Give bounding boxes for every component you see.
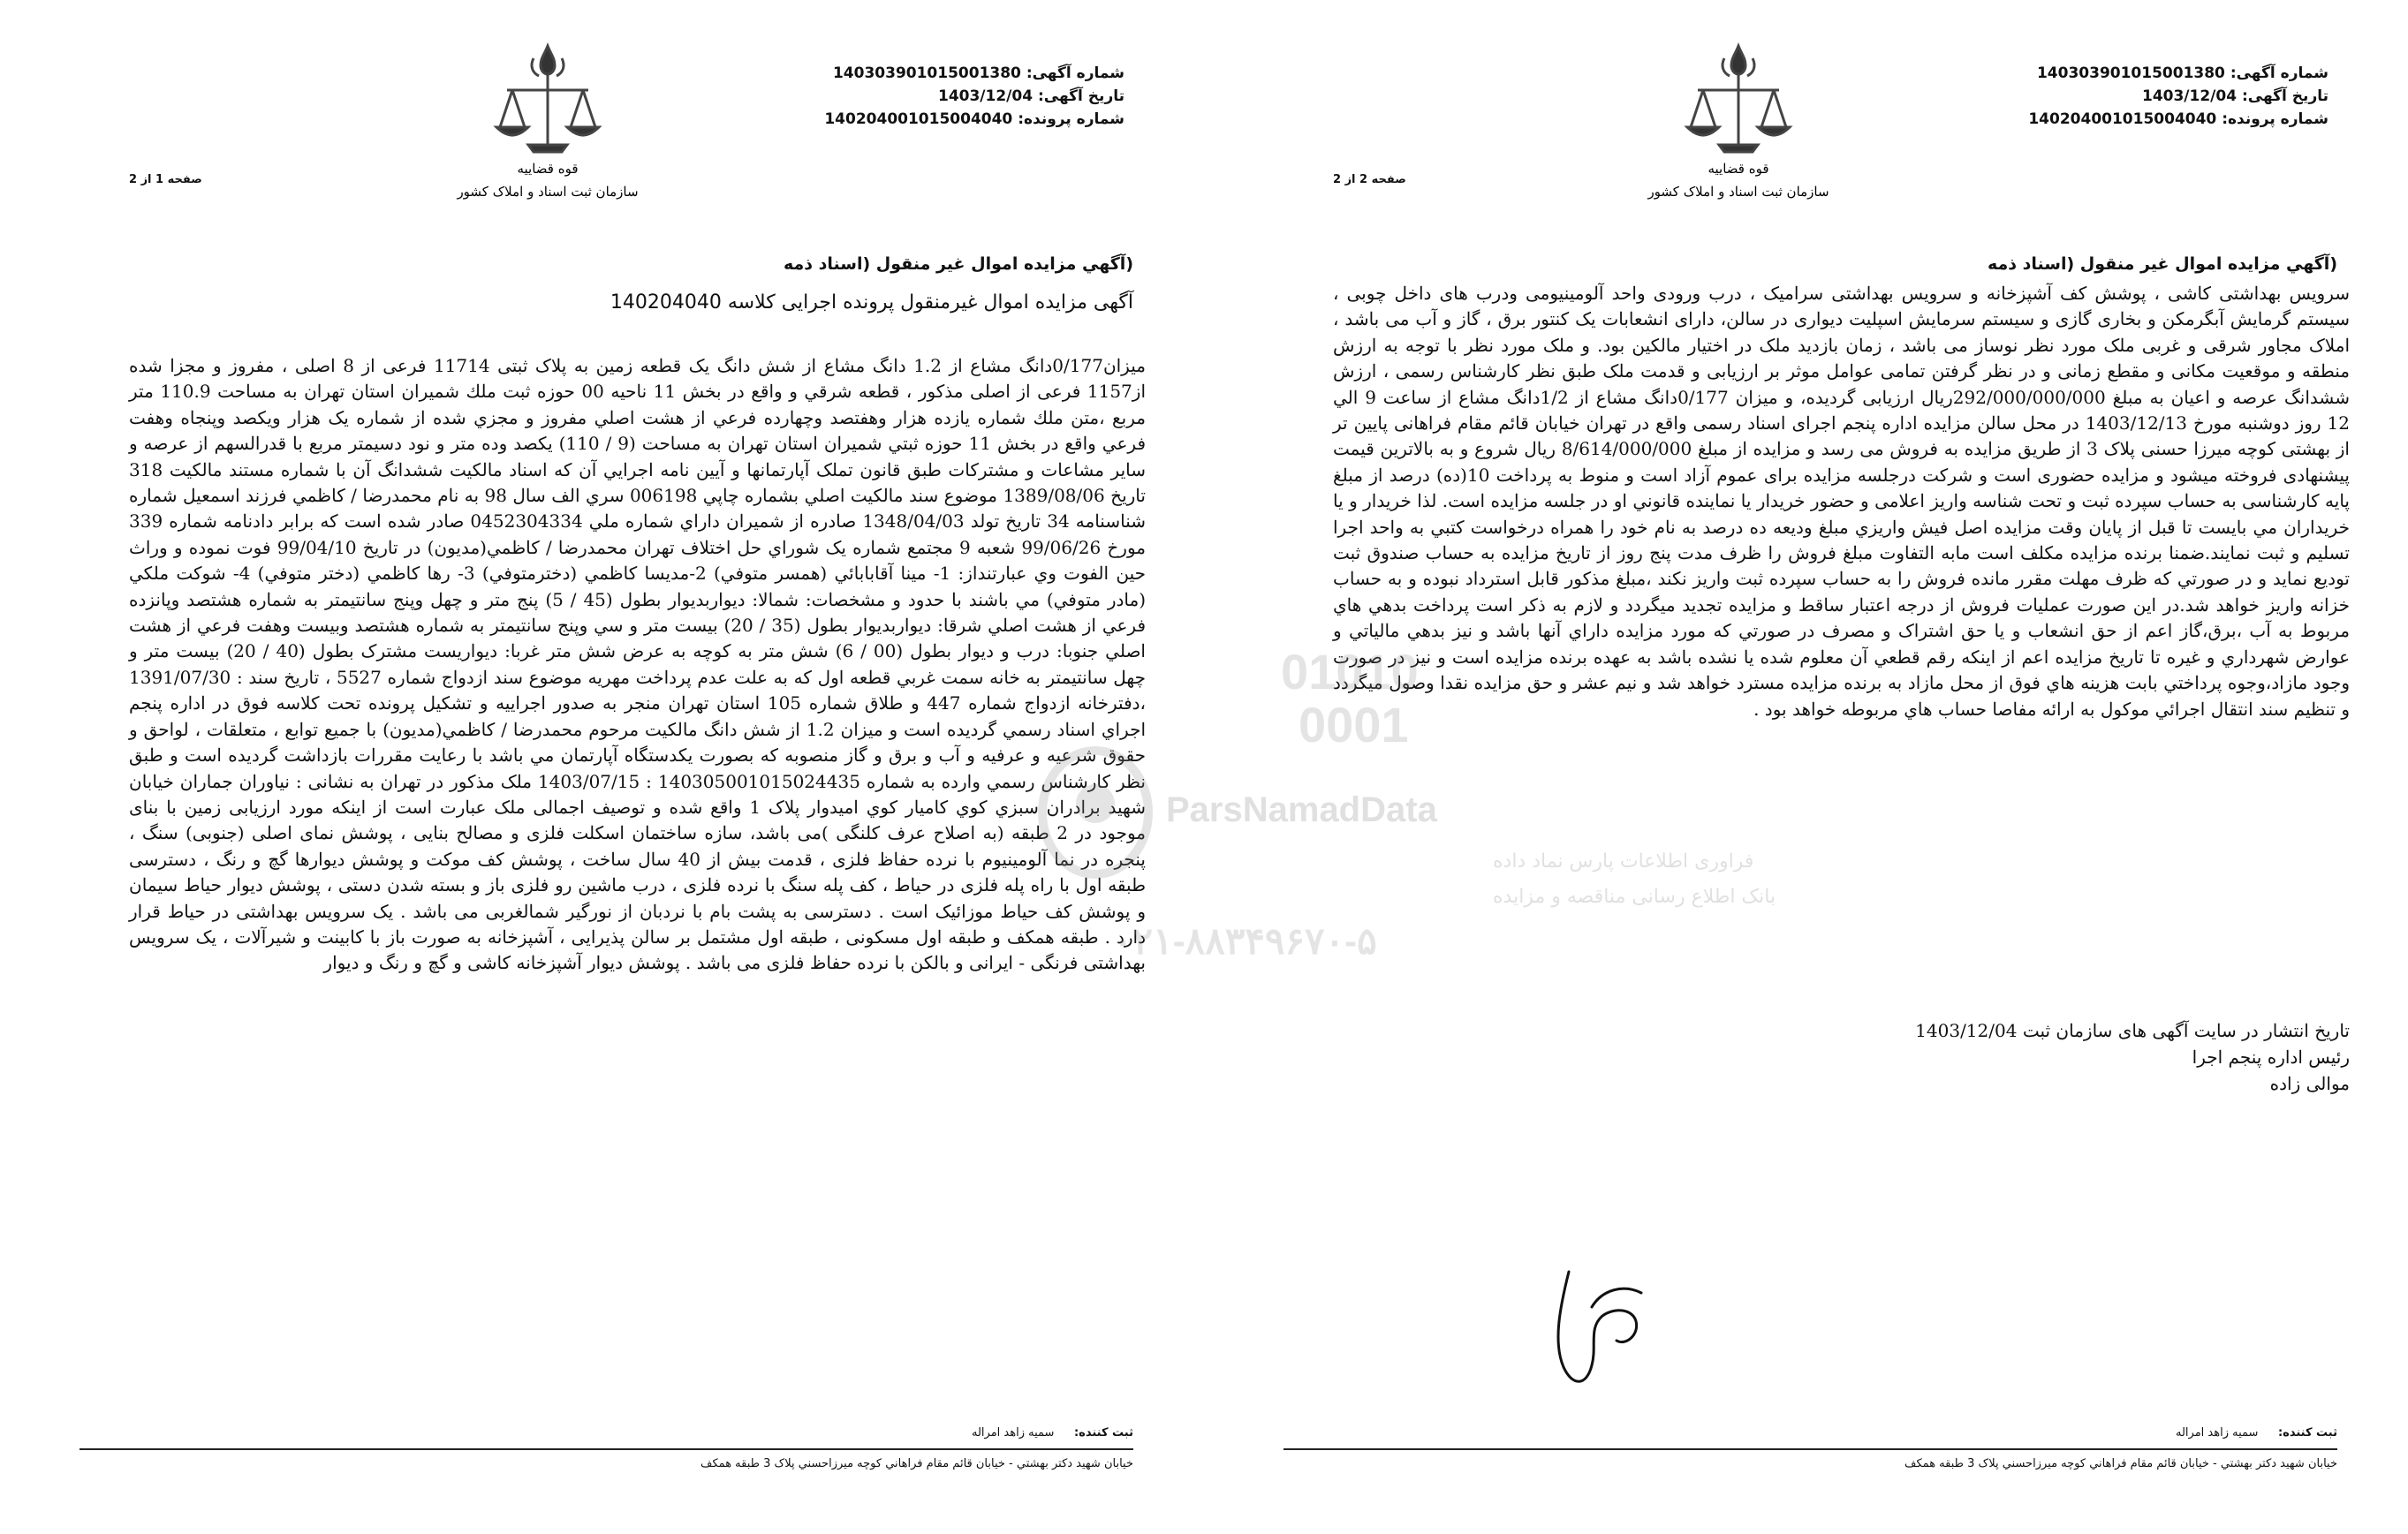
emblem-org-bottom: سازمان ثبت اسناد و املاک کشور — [457, 184, 639, 200]
signatory-name: موالی زاده — [2269, 1073, 2350, 1094]
publish-date: 1403/12/04 — [1915, 1020, 2018, 1041]
emblem-org-bottom: سازمان ثبت اسناد و املاک کشور — [1647, 184, 1829, 200]
registrar-name: سمیه زاهد امراله — [972, 1426, 1055, 1440]
ad-number-label: شماره آگهی: — [2230, 64, 2328, 82]
registrar-name: سمیه زاهد امراله — [2176, 1426, 2259, 1440]
judiciary-emblem-icon — [1647, 35, 1829, 212]
office-address: خیابان شهید دکتر بهشتي - خیابان قائم مقام فراهاني کوچه میرزاحسني پلاک 3 طبقه همکف — [700, 1457, 1133, 1470]
page-2 — [1204, 0, 2408, 1534]
ad-number-label: شماره آگهی: — [1026, 64, 1124, 82]
ad-number: 140303901015001380 — [2036, 64, 2225, 82]
watermark-phone: ۰۲۱-۸۸۳۴۹۶۷۰-۵ — [1113, 920, 1377, 962]
judiciary-emblem-icon — [457, 35, 639, 212]
notice-body: میزان0/177دانگ مشاع از 1.2 دانگ مشاع از شش دانگ یک قطعه زمین به پلاک ثبتی 11714 فرعی از 8 اصلی ، مفروز و مجزا شده از1157 فرعی از اصلی مذکور ، قطعه شرقي و واقع در بخش 11 ناحيه 00 حوزه ثبت ملك شميران استان تهران به مساحت 110.9 متر مربع ،متن ملك شماره يازده هزار وهفتصد وچهارده فرعي از هشت اصلي مفروز و مجزي شده از شماره يک هزار ويکصد وپنجاه وهفت فرعي واقع در بخش 11 حوزه ثبتي شميران استان تهران به مساحت (9 / 110) يکصد وده متر و نود دسيمتر مربع با قدرالسهم از عرصه و ساير مشاعات و مشترکات طبق قانون تملک آپارتمانها و آيين نامه اجرايي آن که اسناد مالکيت ششدانگ آن با شماره مستند مالکيت 318 تاريخ 1389/08/06 موضوع سند مالکيت اصلي بشماره چاپي 006198 سري الف سال 98 به نام محمدرضا / کاظمي فرزند اسمعيل شماره شناسنامه 34 تاريخ تولد 1348/04/03 صادره از شميران داراي شماره ملي 0452304334 صادر شده است که برابر دادنامه شماره 339 مورخ 99/06/26 شعبه 9 مجتمع شماره يک شوراي حل اختلاف تهران محمدرضا / کاظمي(مديون) در تاريخ 99/04/10 فوت نموده و وراث حين الفوت وي عبارتنداز: 1- مينا آقابابائي (همسر متوفي) 2-مديسا کاظمي (دخترمتوفي) 3- رها کاظمي (دختر متوفي) 4- شوکت ملکي (مادر متوفي) مي باشند با حدود و مشخصات: شمالا: ديواربديوار بطول (45 / 5) پنج متر و چهل وپنج سانتيمتر به شماره هشتصد وپانزده فرعي از هشت اصلي شرقا: ديواربديوار بطول (35 / 20) بيست متر و سي وپنج سانتيمتر به شماره هشتصد وبيست وهفت فرعي از هشت اصلي جنوبا: درب و ديوار بطول (00 / 6) شش متر به کوچه به عرض شش متر غربا: ديواريست مشترک بطول (40 / 20) بيست متر و چهل سانتيمتر به خانه سمت غربي قطعه اول که به علت عدم پرداخت مهريه موضوع سند ازدواج شماره 5527 ، تاريخ سند : 1391/07/30 ،دفترخانه ازدواج شماره 447 و طلاق شماره 105 استان تهران منجر به صدور اجراييه و تشکيل پرونده تحت کلاسه فوق در اداره پنجم اجراي اسناد رسمي گرديده است و ميزان 1.2 از شش دانگ مالکيت مرحوم محمدرضا / کاظمي(مديون) با جميع توابع ، متعلقات ، لواحق و حقوق شرعيه و عرفيه و آب و برق و گاز منصوبه که بصورت يکدستگاه آپارتمان مي باشد با رعايت مقررات بازداشت گرديده است و طبق نظر کارشناس رسمي وارده به شماره 140305001015024435 : 1403/07/15 ملک مذکور در تهران به نشانی : نیاوران جماران خیابان شهید برادران سبزي کوي کامیار کوي امیدوار پلاک 1 واقع شده و توصیف اجمالی ملک عبارت است از اینکه مورد ارزیابی زمین با بنای موجود در 2 طبقه (به اصلاح عرف کلنگی )می باشد، سازه ساختمان اسکلت فلزی و مصالح بنایی ، پوشش نمای اصلی (جنوبی) سنگ ، پنجره در نما آلومینیوم با نرده حفاظ فلزی ، قدمت بیش از 40 سال ساخت ، پوشش کف موکت و پوشش دیوارها گچ و رنگ ، دسترسی طبقه اول با راه پله فلزی در حیاط ، کف پله سنگ با نرده فلزی ، درب ماشین رو فلزی باز و بسته شدن دستی ، پوشش دیوار حیاط سیمان و پوشش کف حیاط موزائیک است . دسترسی به پشت بام با نردبان از نورگیر شمالغربی می باشد . یک سرویس بهداشتی در حیاط قرار دارد . طبقه همکف و طبقه اول مسکونی ، طبقه اول مشتمل بر سالن پذیرایی ، آشپزخانه به صورت باز با کابینت و شیرآلات ، یک سرویس بهداشتی فرنگی - ایرانی و بالکن با نرده حفاظ فلزی می باشد . پوشش دیوار آشپزخانه کاشی و گچ و رنگ و دیوار — [129, 355, 1147, 974]
file-number: 140204001015004040 — [2028, 110, 2217, 128]
notice-body: سرویس بهداشتی کاشی ، پوشش کف آشپزخانه و سرویس بهداشتی سرامیک ، درب ورودی واحد آلومینیومی ودرب های داخل چوبی ، سیستم گرمایش آبگرمکن و بخاری گازی و سیستم سرمایش اسپلیت دیواری در سالن، دارای انشعابات یک کنتور برق ، گاز و آب می باشد ، املاک مجاور شرقی و غربی ملک مورد نظر نوساز می باشد ، زمان بازدید ملک در اختیار مالکین بود. و ملک مورد نظر با توجه به ارزش منطقه و موقعیت مکانی و مقطع زمانی و در نظر گرفتن تمامی عوامل موثر بر ارزیابی و قدمت ملک طبق نظر کارشناس رسمی ، ارزش ششدانگ عرصه و اعیان به مبلغ 292/000/000/000ریال ارزیابی گردیده، و میزان 0/177دانگ مشاع از 1/2دانگ مشاع از ساعت 9 الي 12 روز دوشنبه مورخ 1403/12/13 در محل سالن مزایده اداره پنجم اجرای اسناد رسمی واقع در تهران خیابان قائم مقام فراهانی پایین تر از بهشتی کوچه میرزا حسنی پلاک 3 از طریق مزایده به فروش می رسد و مزایده از مبلغ 8/614/000/000 ریال شروع و به بالاترین قیمت پیشنهادی فروخته میشود و مزایده حضوری است و شرکت درجلسه مزایده برای عموم آزاد است و منوط به پرداخت 10(ده) درصد از مبلغ پایه کارشناسی به حساب سپرده ثبت و تحت شناسه واریز اعلامی و حضور خریدار یا نماینده قانوني او در جلسه مزایده است. لذا خريدار و يا خريداران مي بايست تا قبل از پايان وقت مزايده اصل فيش واريزي مبلغ وديعه ده درصد به نام خود را همراه درخواست کتبي به واحد اجرا تسليم و ثبت نمايند.ضمنا برنده مزايده مکلف است مابه التفاوت مبلغ فروش را ظرف مدت پنج روز از تاريخ مزايده به حساب صندوق ثبت توديع نمايد و در صورتي که ظرف مهلت مقرر مانده فروش را به حساب سپرده ثبت واريز نکند ،مبلغ مذکور قابل استرداد نبوده و به حساب خزانه واريز خواهد شد.در اين صورت عمليات فروش از درجه اعتبار ساقط و مزايده تجديد ميگردد و لازم به ذکر است پرداخت بدهي هاي مربوط به آب ،برق،گاز اعم از حق انشعاب و يا حق اشتراک و مصرف در صورتي که مورد مزايده داراي آنها باشد و نيز بدهي مالياتي و عوارض شهرداري و غيره تا تاريخ مزايده اعم از اينکه رقم قطعي آن معلوم شده يا نشده باشد به عهده برنده مزايده است و نيز در صورت وجود مازاد،وجوه پرداختي بابت هزينه هاي فوق از محل مازاد به برنده مزايده مسترد خواهد شد و نيم عشر و حق مزايده نقدا وصول ميگردد و تنظيم سند انتقال اجرائي موکول به ارائه مفاصا حساب هاي مربوطه خواهد بود . — [1333, 283, 2350, 720]
handwritten-signature-icon — [1518, 1254, 1694, 1404]
footer-divider — [80, 1448, 1133, 1450]
watermark-caption-1: فراوری اطلاعات پارس نماد داده — [1493, 850, 1754, 873]
publish-label: تاریخ انتشار در سایت آگهی های سازمان ثبت — [2022, 1020, 2350, 1041]
footer-divider — [1284, 1448, 2337, 1450]
file-number-label: شماره پرونده: — [1018, 110, 1124, 128]
notice-subtitle: آگهی مزایده اموال غیرمنقول پرونده اجرایی کلاسه 140204040 — [610, 291, 1133, 314]
registrar-label: ثبت کننده: — [1073, 1426, 1133, 1440]
notice-title: (آگهي مزايده اموال غير منقول (اسناد ذمه — [783, 254, 1133, 274]
closing-block — [1915, 1017, 2350, 1097]
watermark-brand: ParsNamadData — [1166, 790, 1437, 829]
file-number: 140204001015004040 — [824, 110, 1013, 128]
ad-meta — [824, 62, 1124, 131]
watermark-digits-top: 01010 — [1281, 644, 1419, 699]
ad-date: 1403/12/04 — [2141, 87, 2238, 105]
emblem-org-top: قوه قضاییه — [517, 161, 579, 177]
watermark-digits-mid: 0001 — [1299, 697, 1409, 752]
ad-date-label: تاریخ آگهی: — [1037, 87, 1124, 105]
ad-meta — [2028, 62, 2328, 131]
registrar — [972, 1426, 1133, 1440]
page-counter: صفحه 1 از 2 — [129, 173, 202, 186]
registrar-label: ثبت کننده: — [2277, 1426, 2337, 1440]
file-number-label: شماره پرونده: — [2222, 110, 2328, 128]
ad-date-label: تاریخ آگهی: — [2241, 87, 2328, 105]
notice-title: (آگهي مزايده اموال غير منقول (اسناد ذمه — [1987, 254, 2337, 274]
watermark-caption-2: بانک اطلاع رسانی مناقصه و مزایده — [1493, 886, 1776, 908]
ad-date: 1403/12/04 — [937, 87, 1034, 105]
signatory-role: رئیس اداره پنجم اجرا — [2192, 1047, 2350, 1068]
office-address: خیابان شهید دکتر بهشتي - خیابان قائم مقام فراهاني کوچه میرزاحسني پلاک 3 طبقه همکف — [1904, 1457, 2337, 1470]
registrar — [2176, 1426, 2337, 1440]
emblem-org-top: قوه قضاییه — [1708, 161, 1769, 177]
ad-number: 140303901015001380 — [832, 64, 1021, 82]
page-counter: صفحه 2 از 2 — [1333, 173, 1406, 186]
